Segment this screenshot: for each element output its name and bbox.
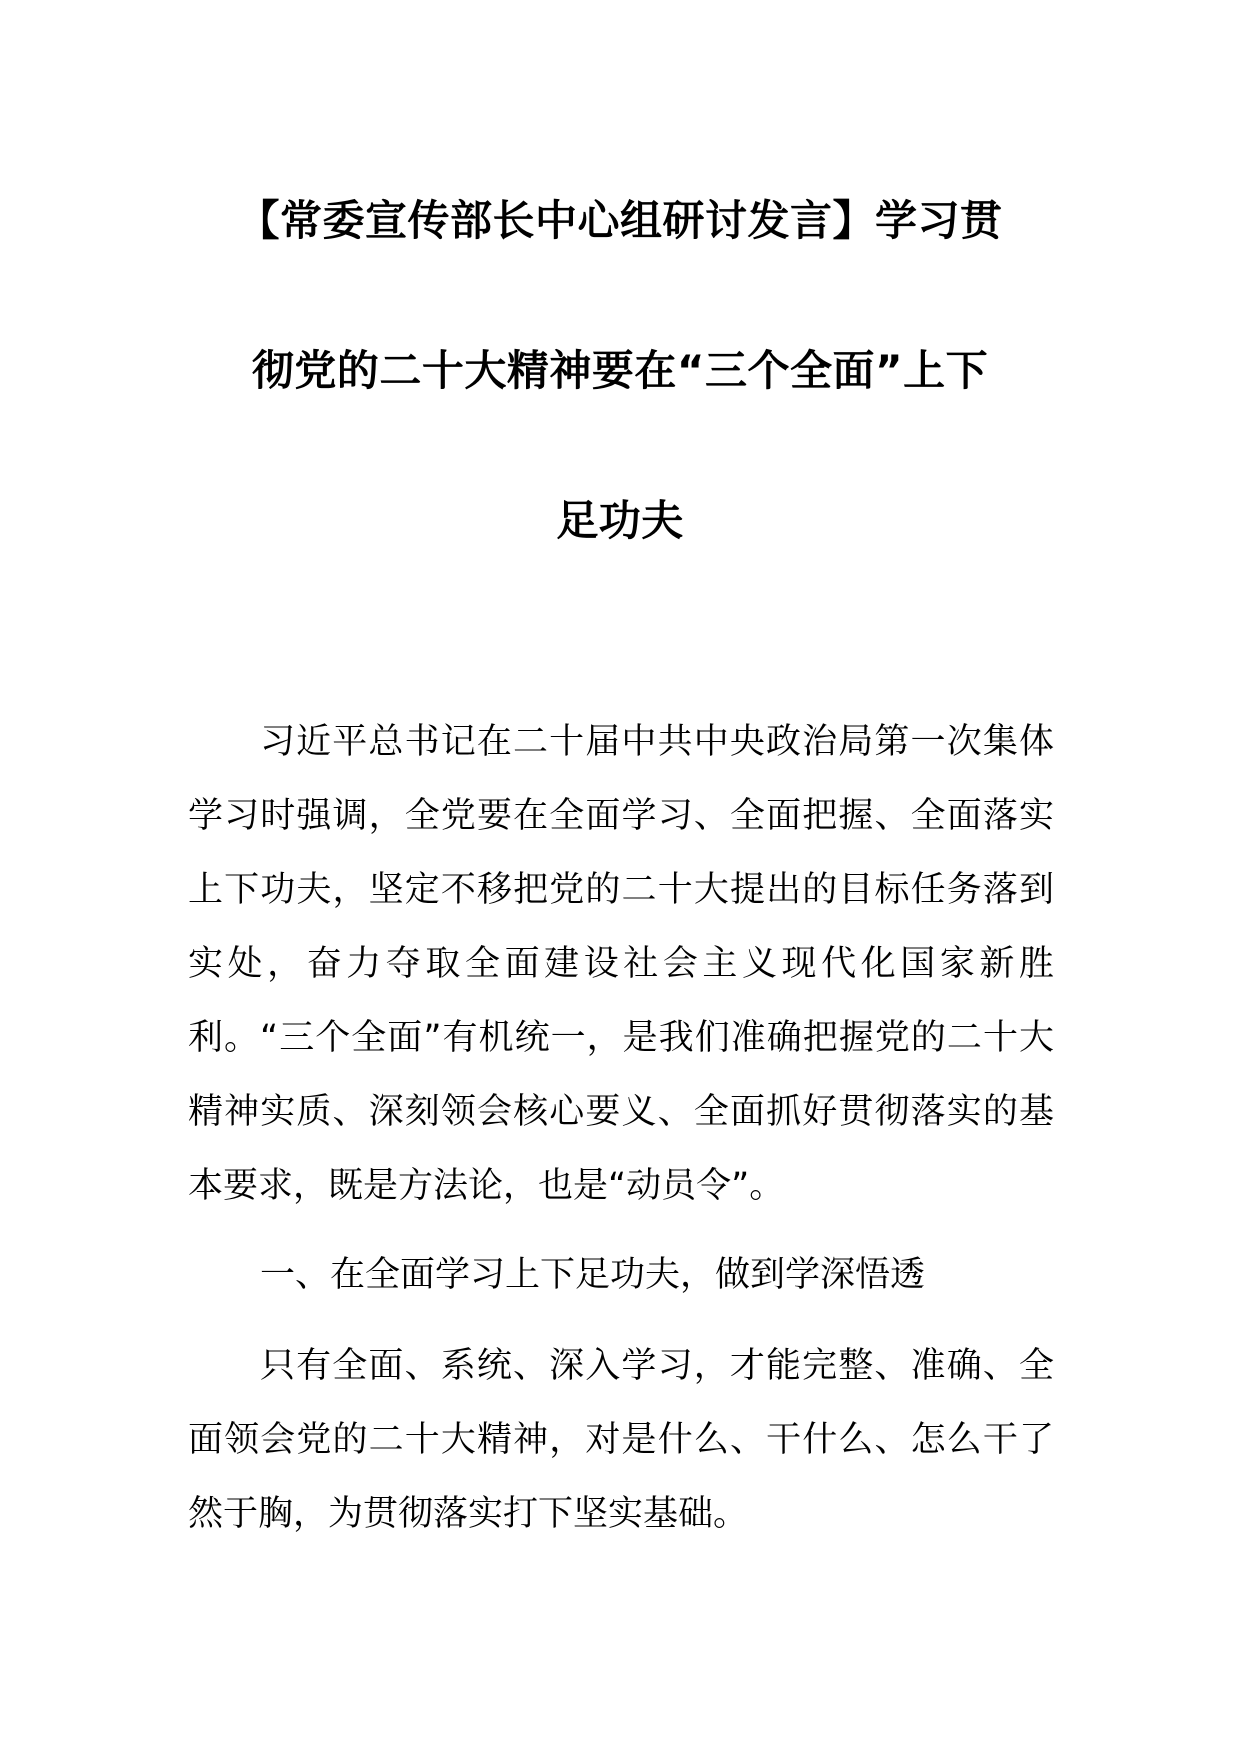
title-line-1: 【常委宣传部长中心组研讨发言】学习贯 [237, 196, 1003, 245]
intro-paragraph: 习近平总书记在二十届中共中央政治局第一次集体学习时强调，全党要在全面学习、全面把握、全面落实上下功夫，坚定不移把党的二十大提出的目标任务落到实处，奋力夺取全面建设社会主义现代化国家新胜利。“三个全面”有机统一，是我们准确把握党的二十大精神实质、深刻领会核心要义、全面抓好贯彻落实的基本要求，既是方法论，也是“动员令”。 [188, 722, 1054, 1206]
title-line-3: 足功夫 [556, 496, 684, 545]
document-body [188, 705, 1054, 1534]
section-paragraph: 只有全面、系统、深入学习，才能完整、准确、全面领会党的二十大精神，对是什么、干什么、怎么干了然于胸，为贯彻落实打下坚实基础。 [188, 1346, 1054, 1534]
section-heading: 一、在全面学习上下足功夫，做到学深悟透 [260, 1255, 926, 1295]
document-title [187, 196, 1053, 646]
title-line-2: 彻党的二十大精神要在“三个全面”上下 [251, 346, 989, 395]
